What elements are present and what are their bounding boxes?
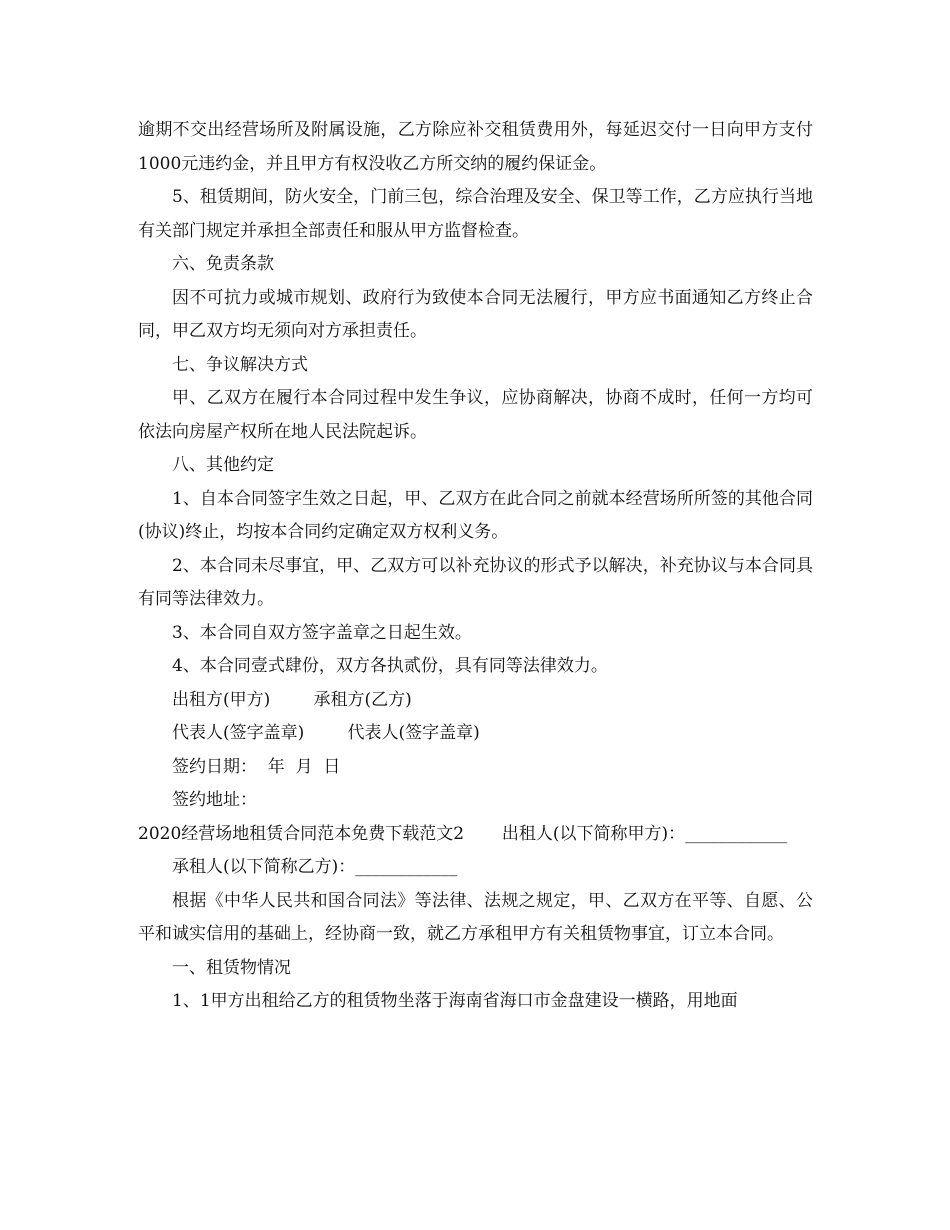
paragraph: 4、本合同壹式肆份，双方各执贰份，具有同等法律效力。	[172, 656, 608, 676]
section-heading: 一、租赁物情况	[172, 957, 291, 978]
paragraph: 1、自本合同签字生效之日起，甲、乙双方在此合同之前就本经营场所所签的其他合同(协议)终止，均按本合同约定确定双方权利义务。	[138, 488, 813, 542]
section-heading: 八、其他约定	[172, 455, 274, 475]
template-title-line: 2020经营场地租赁合同范本免费下载范文2 出租人(以下简称甲方)：____________	[138, 823, 788, 844]
signing-address: 签约地址：	[172, 790, 257, 810]
paragraph: 5、租赁期间，防火安全，门前三包，综合治理及安全、保卫等工作，乙方应执行当地有关部门规定并承担全部责任和服从甲方监督检查。	[138, 187, 813, 241]
section-heading: 七、争议解决方式	[172, 354, 308, 375]
paragraph: 逾期不交出经营场所及附属设施，乙方除应补交租赁费用外，每延迟交付一日向甲方支付 1000元违约金，并且甲方有权没收乙方所交纳的履约保证金。	[138, 120, 819, 174]
paragraph: 根据《中华人民共和国合同法》等法律、法规之规定，甲、乙双方在平等、自愿、公平和诚实信用的基础上，经协商一致，就乙方承租甲方有关租赁物事宜，订立本合同。	[138, 890, 813, 944]
lessee-line: 承租人(以下简称乙方)：____________	[172, 857, 458, 877]
paragraph: 甲、乙双方在履行本合同过程中发生争议，应协商解决，协商不成时，任何一方均可依法向房屋产权所在地人民法院起诉。	[138, 388, 813, 442]
paragraph: 1、1甲方出租给乙方的租赁物坐落于海南省海口市金盘建设一横路，用地面	[172, 991, 738, 1011]
signature-representatives: 代表人(签字盖章) 代表人(签字盖章)	[172, 723, 480, 743]
paragraph: 因不可抗力或城市规划、政府行为致使本合同无法履行，甲方应书面通知乙方终止合同，甲乙双方均无须向对方承担责任。	[138, 287, 813, 341]
section-heading: 六、免责条款	[172, 254, 274, 274]
paragraph: 2、本合同未尽事宜，甲、乙双方可以补充协议的形式予以解决，补充协议与本合同具有同等法律效力。	[138, 555, 813, 609]
paragraph: 3、本合同自双方签字盖章之日起生效。	[172, 622, 472, 643]
document-body	[138, 114, 819, 1019]
signing-date: 签约日期： 年 月 日	[172, 756, 341, 777]
signature-parties: 出租方(甲方) 承租方(乙方)	[172, 689, 412, 710]
